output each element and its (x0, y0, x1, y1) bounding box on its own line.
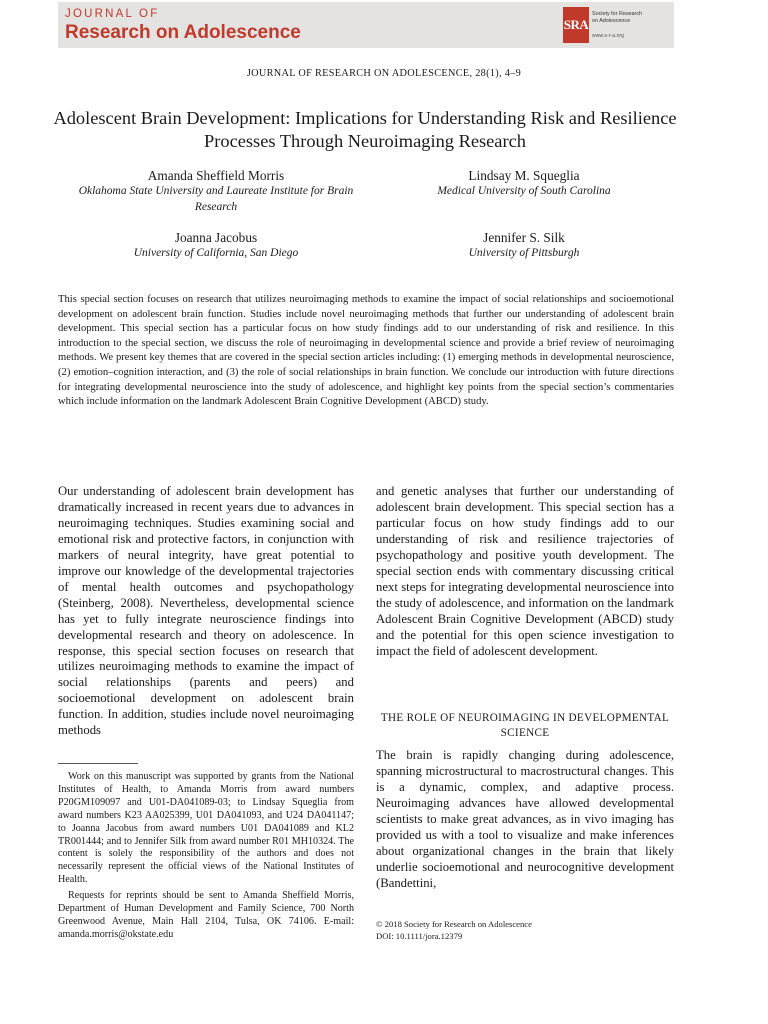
author-block (58, 167, 374, 215)
author-block (404, 229, 644, 262)
journal-name-large: Research on Adolescence (65, 22, 301, 43)
author-affiliation: Medical University of South Carolina (437, 185, 611, 197)
author-block (404, 167, 644, 200)
copyright-block (376, 919, 674, 942)
journal-banner (58, 2, 674, 48)
author-name: Jennifer S. Silk (483, 230, 565, 245)
author-affiliation: University of Pittsburgh (468, 247, 580, 259)
article-title: Adolescent Brain Development: Implications for Understanding Risk and Resilience Processes Through Neuroimaging Research (53, 108, 677, 151)
society-name-line2: on Adolescence (592, 17, 631, 24)
footnote-funding-text: Work on this manuscript was supported by grants from the National Institutes of Health, to Amanda Morris from award numbers P20GM109097 and U01-DA041089-03; to Lindsay Squeglia from award numbers K23 AA025399, U01 DA041093, and U24 DA041147; to Joanna Jacobus from award numbers U01 DA041089 and KL2 TR001444; and to Jennifer Silk from award number R01 MH10324. The content is solely the responsibility of the authors and does not necessarily represent the official views of the National Institutes of Health. (58, 771, 354, 886)
journal-citation: JOURNAL OF RESEARCH ON ADOLESCENCE, 28(1), 4–9 (246, 68, 522, 79)
author-affiliation: Oklahoma State University and Laureate Institute for Brain Research (78, 185, 354, 213)
author-affiliation: University of California, San Diego (133, 247, 299, 259)
journal-name-small: JOURNAL OF (65, 8, 160, 20)
footnote-divider (58, 763, 138, 764)
doi: DOI: 10.1111/jora.12379 (376, 930, 463, 941)
footnote-reprints (58, 890, 354, 942)
society-name (592, 11, 672, 24)
section-heading: THE ROLE OF NEUROIMAGING IN DEVELOPMENTAL SCIENCE (380, 712, 670, 739)
body-text-right-section: The brain is rapidly changing during adolescence, spanning microstructural to macrostructural changes. This is a dynamic, complex, and adaptive process. Neuroimaging advances have allowed developmental scientists to make great advances, as in vivo imaging has provided us with a tool to visualize and make inferences about organizational changes in the brain that likely underlie socioemotional and neurocognitive development (Bandettini, (376, 748, 674, 890)
society-name-line1: Society for Research (592, 11, 643, 17)
author-block (58, 229, 374, 262)
abstract: This special section focuses on research that utilizes neuroimaging methods to examine the impact of social relationships and socioemotional development on adolescent brain function. Studies include novel neuroimaging methods that further our understanding of adolescent brain development. This special section has a particular focus on how study findings add to our understanding of risk and resilience. In this introduction to the special section, we discuss the role of neuroimaging in developmental science and provide a brief review of neuroimaging methods. We present key themes that are covered in the special section articles including: (1) emerging methods in developmental neuroscience, (2) emotion–cognition interaction, and (3) the role of social relationships in brain function. We conclude our introduction with future directions for integrating developmental neuroscience into the study of adolescence, and highlight key points from the special section’s commentaries which include information on the landmark Adolescent Brain Cognitive Development (ABCD) study. (58, 294, 674, 408)
author-name: Joanna Jacobus (174, 230, 258, 245)
copyright-notice: © 2018 Society for Research on Adolescence (376, 919, 532, 929)
society-url: www.s-r-a.org (592, 33, 624, 39)
body-text-left: Our understanding of adolescent brain development has dramatically increased in recent years due to advances in neuroimaging techniques. Studies examining social and emotional risk and protective factors, in conjunction with markers of neural integrity, have great potential to improve our knowledge of the developmental trajectories of mental health outcomes and psychopathology (Steinberg, 2008). Nevertheless, developmental science has yet to fully integrate neuroscience findings into developmental research and theory on adolescence. In response, this special section focuses on research that utilizes neuroimaging methods to examine the impact of social relationships (parents and peers) and socioemotional development on adolescent brain function. In addition, studies include novel neuroimaging methods (58, 484, 354, 738)
footnote-funding (58, 771, 354, 887)
footnote-reprints-text: Requests for reprints should be sent to Amanda Sheffield Morris, Department of Human Development and Family Science, 700 North Greenwood Avenue, Main Hall 2104, Tulsa, OK 74106. E-mail: amanda.morris@okstate.edu (58, 890, 354, 940)
author-name: Lindsay M. Squeglia (468, 168, 580, 183)
body-text-right: and genetic analyses that further our understanding of adolescent brain development. This special section has a particular focus on how study findings add to our understanding of risk and resilience trajectories of psychopathology and positive youth development. The special section ends with commentary discussing critical next steps for integrating developmental neuroscience into the study of adolescence, and information on the landmark Adolescent Brain Cognitive Development (ABCD) study and the potential for this open science investigation to impact the field of adolescent development. (376, 484, 674, 658)
sra-logo: SRA (563, 7, 589, 43)
author-name: Amanda Sheffield Morris (147, 168, 285, 183)
